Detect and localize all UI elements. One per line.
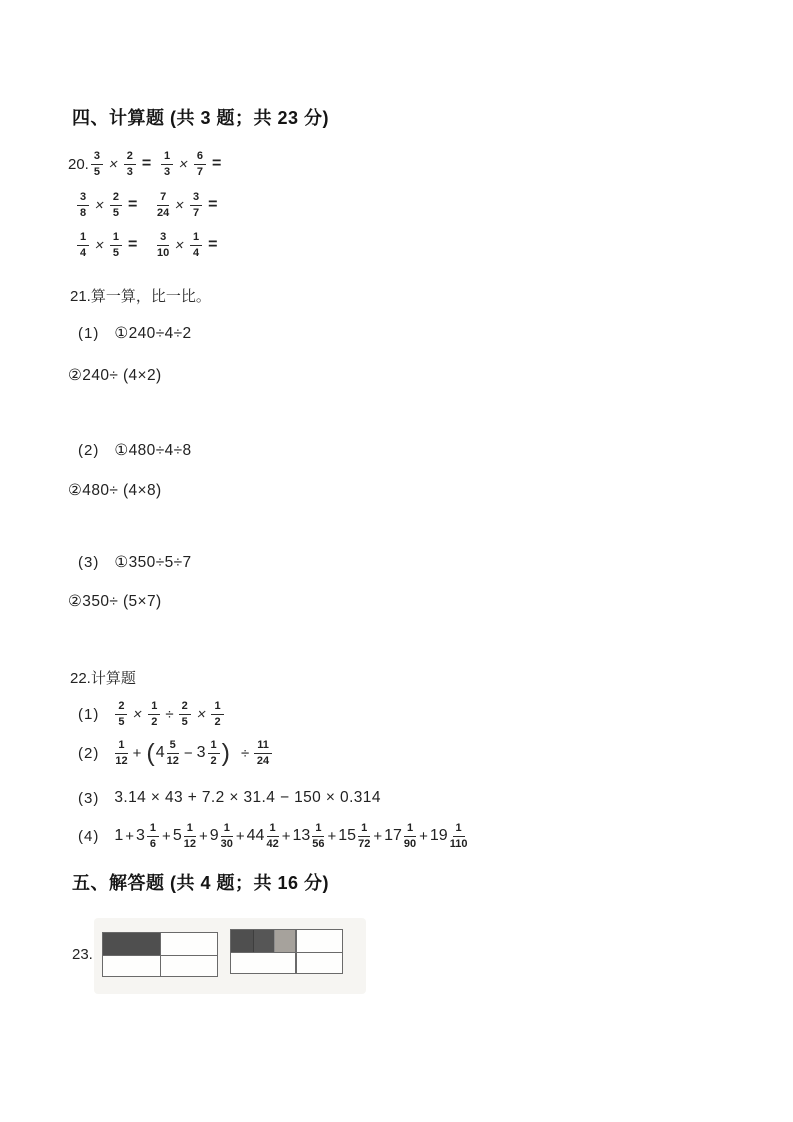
equals-sign: = (208, 196, 218, 213)
fraction (167, 739, 179, 767)
fraction-numerator: 1 (221, 822, 233, 837)
fraction-denominator: 7 (193, 207, 200, 219)
fraction-numerator: 1 (115, 739, 127, 754)
mixed-number (430, 822, 469, 850)
fraction (77, 231, 89, 259)
item-label: (1) (78, 705, 100, 723)
mixed-number (173, 822, 197, 850)
item-label: (4) (78, 827, 100, 845)
p21-g1-line1 (78, 324, 192, 343)
times-sign: × (173, 196, 186, 214)
fraction-denominator: 12 (183, 838, 196, 850)
fraction-numerator: 1 (267, 822, 279, 837)
minus-sign: − (183, 744, 193, 762)
fraction-denominator: 110 (449, 838, 468, 850)
fraction-numerator: 1 (77, 231, 89, 246)
divide-sign: ÷ (240, 744, 250, 762)
times-sign: × (194, 705, 208, 723)
whole-number: 3 (136, 827, 145, 844)
fraction-denominator: 5 (93, 166, 100, 178)
whole-number: 13 (292, 827, 311, 844)
times-sign: × (93, 196, 106, 214)
p21-g1-line2: ②240÷ (4×2) (68, 367, 162, 384)
expression: ①480÷4÷8 (114, 442, 192, 459)
item-label: (2) (78, 744, 100, 762)
p22-title: 22.计算题 (70, 670, 136, 687)
fraction (161, 150, 173, 178)
times-sign: × (93, 236, 106, 254)
fraction-numerator: 3 (157, 231, 169, 246)
fraction-denominator: 6 (149, 838, 157, 850)
p21-g3-line1 (78, 553, 192, 572)
fraction-numerator: 1 (161, 150, 173, 165)
fraction-diagram-right (230, 929, 343, 974)
plus-sign: + (327, 827, 337, 845)
fraction (115, 700, 127, 728)
item-label: (3) (78, 789, 100, 807)
fraction-numerator: 1 (358, 822, 370, 837)
p21-g2-line1 (78, 441, 192, 460)
fraction-numerator: 1 (147, 822, 159, 837)
fraction-numerator: 1 (110, 231, 122, 246)
divide-sign: ÷ (165, 705, 174, 723)
equals-sign: = (128, 236, 138, 253)
fraction (404, 822, 416, 850)
fraction (115, 739, 127, 767)
fraction-numerator: 5 (167, 739, 179, 754)
plus-sign: + (162, 827, 171, 845)
fraction-numerator: 1 (208, 739, 220, 754)
fraction-denominator: 5 (112, 207, 120, 219)
fraction (157, 231, 169, 259)
plus-sign: + (198, 827, 208, 845)
fraction-denominator: 3 (164, 166, 171, 178)
fraction (110, 231, 122, 259)
right-paren: ) (221, 738, 230, 767)
mixed-number (338, 822, 371, 850)
fraction (221, 822, 233, 850)
fraction (211, 700, 223, 728)
item-label: (2) (78, 442, 100, 459)
fraction (148, 700, 160, 728)
fraction-numerator: 2 (115, 700, 127, 715)
fraction-denominator: 7 (196, 166, 204, 178)
p22-item2 (78, 739, 273, 767)
p22-item3 (78, 789, 381, 807)
fraction (124, 150, 136, 178)
equals-sign: = (208, 236, 218, 253)
equals-sign: = (212, 155, 222, 172)
expression: ①240÷4÷2 (114, 325, 192, 342)
fraction-denominator: 24 (256, 755, 270, 767)
plus-sign: + (373, 827, 383, 845)
fraction-denominator: 3 (126, 166, 133, 178)
times-sign: × (177, 155, 190, 173)
whole-number: 15 (338, 827, 357, 844)
fraction-numerator: 3 (77, 191, 89, 206)
fraction-numerator: 1 (190, 231, 202, 246)
fraction (147, 822, 159, 850)
p22-item4 (78, 822, 468, 850)
expression: ①350÷5÷7 (114, 554, 192, 571)
whole-number: 4 (155, 744, 165, 761)
fraction-numerator: 3 (190, 191, 202, 206)
fraction (450, 822, 468, 850)
fraction-numerator: 1 (184, 822, 196, 837)
fraction (91, 150, 103, 178)
fraction (190, 231, 202, 259)
shaded-cell-dark (253, 930, 275, 952)
fraction-numerator: 11 (254, 739, 272, 754)
fraction-numerator: 2 (179, 700, 191, 715)
lead-number: 1 (114, 827, 124, 844)
fraction-denominator: 4 (193, 247, 200, 259)
fraction-denominator: 30 (220, 838, 233, 850)
mixed-number (136, 822, 160, 850)
fraction-numerator: 1 (453, 822, 465, 837)
whole-number: 17 (384, 827, 402, 844)
fraction-denominator: 4 (80, 247, 87, 259)
section5-title: 五、解答题 (共 4 题；共 16 分) (72, 873, 330, 893)
fraction-denominator: 12 (166, 755, 179, 767)
fraction-denominator: 5 (118, 716, 125, 728)
fraction-numerator: 1 (312, 822, 324, 837)
mixed-number (292, 822, 325, 850)
fraction (208, 739, 220, 767)
p20-row3-expr2 (156, 231, 217, 259)
fraction-numerator: 1 (404, 822, 416, 837)
fraction-denominator: 90 (403, 838, 417, 850)
mixed-number (156, 739, 180, 767)
fraction-denominator: 42 (266, 838, 279, 850)
p20-row1-expr1 (68, 150, 151, 178)
times-sign: × (173, 236, 186, 254)
whole-number: 44 (246, 827, 265, 844)
item-label: (3) (78, 554, 100, 571)
shaded-cell-dark (231, 930, 253, 952)
whole-number: 19 (429, 827, 448, 844)
fraction-numerator: 2 (110, 191, 122, 206)
mixed-number (210, 822, 234, 850)
p20-row3-expr1 (76, 231, 137, 259)
plus-sign: + (281, 827, 291, 845)
fraction-denominator: 24 (157, 207, 170, 219)
left-paren: ( (146, 738, 155, 767)
plus-sign: + (419, 827, 428, 845)
grid-hline (103, 955, 217, 956)
p20-row2-expr1 (76, 191, 137, 219)
mixed-number (197, 739, 221, 767)
times-sign: × (107, 155, 120, 173)
p22-item1 (78, 700, 225, 728)
whole-number: 9 (209, 827, 219, 844)
fraction (194, 150, 206, 178)
plus-sign: + (132, 744, 142, 762)
p21-g3-line2: ②350÷ (5×7) (68, 593, 162, 610)
fraction-numerator: 6 (194, 150, 206, 165)
fraction-numerator: 1 (148, 700, 160, 715)
plus-sign: + (125, 827, 135, 845)
equals-sign: = (141, 155, 152, 172)
fraction-denominator: 5 (181, 716, 188, 728)
fraction (312, 822, 324, 850)
fraction-denominator: 5 (112, 247, 120, 259)
fraction (190, 191, 202, 219)
fraction-denominator: 10 (157, 247, 170, 259)
problem-20-number: 20. (68, 155, 89, 173)
fraction (110, 191, 122, 219)
whole-number: 5 (172, 827, 182, 844)
expression: 3.14 × 43 + 7.2 × 31.4 − 150 × 0.314 (114, 789, 381, 806)
fraction-denominator: 2 (214, 716, 221, 728)
whole-number: 3 (196, 744, 206, 761)
mixed-number (384, 822, 417, 850)
section4-title: 四、计算题 (共 3 题；共 23 分) (72, 108, 330, 128)
p20-row2-expr2 (156, 191, 217, 219)
fraction-denominator: 56 (312, 838, 325, 850)
mixed-number (247, 822, 280, 850)
fraction (358, 822, 370, 850)
fraction (77, 191, 89, 219)
fraction-diagram-left (102, 932, 218, 977)
p21-g2-line2: ②480÷ (4×8) (68, 482, 162, 499)
fraction (179, 700, 191, 728)
shaded-cell-dark (103, 933, 160, 955)
fraction-denominator: 2 (151, 716, 158, 728)
fraction-denominator: 12 (115, 755, 128, 767)
grid-hline (231, 952, 342, 953)
fraction (157, 191, 169, 219)
plus-sign: + (235, 827, 245, 845)
fraction-numerator: 1 (211, 700, 223, 715)
fraction-denominator: 8 (80, 207, 87, 219)
fraction-numerator: 2 (124, 150, 136, 165)
times-sign: × (131, 705, 145, 723)
equals-sign: = (128, 196, 138, 213)
p23-number: 23. (72, 946, 93, 963)
fraction-denominator: 72 (358, 838, 371, 850)
fraction (266, 822, 278, 850)
fraction-numerator: 7 (157, 191, 169, 206)
item-label: (1) (78, 325, 100, 342)
p20-row1-expr2 (160, 150, 221, 178)
fraction-denominator: 2 (210, 755, 217, 767)
fraction (254, 739, 272, 767)
shaded-cell-medium (274, 930, 296, 952)
p21-title: 21.算一算，比一比。 (70, 288, 211, 305)
fraction-numerator: 3 (91, 150, 103, 165)
fraction (184, 822, 196, 850)
